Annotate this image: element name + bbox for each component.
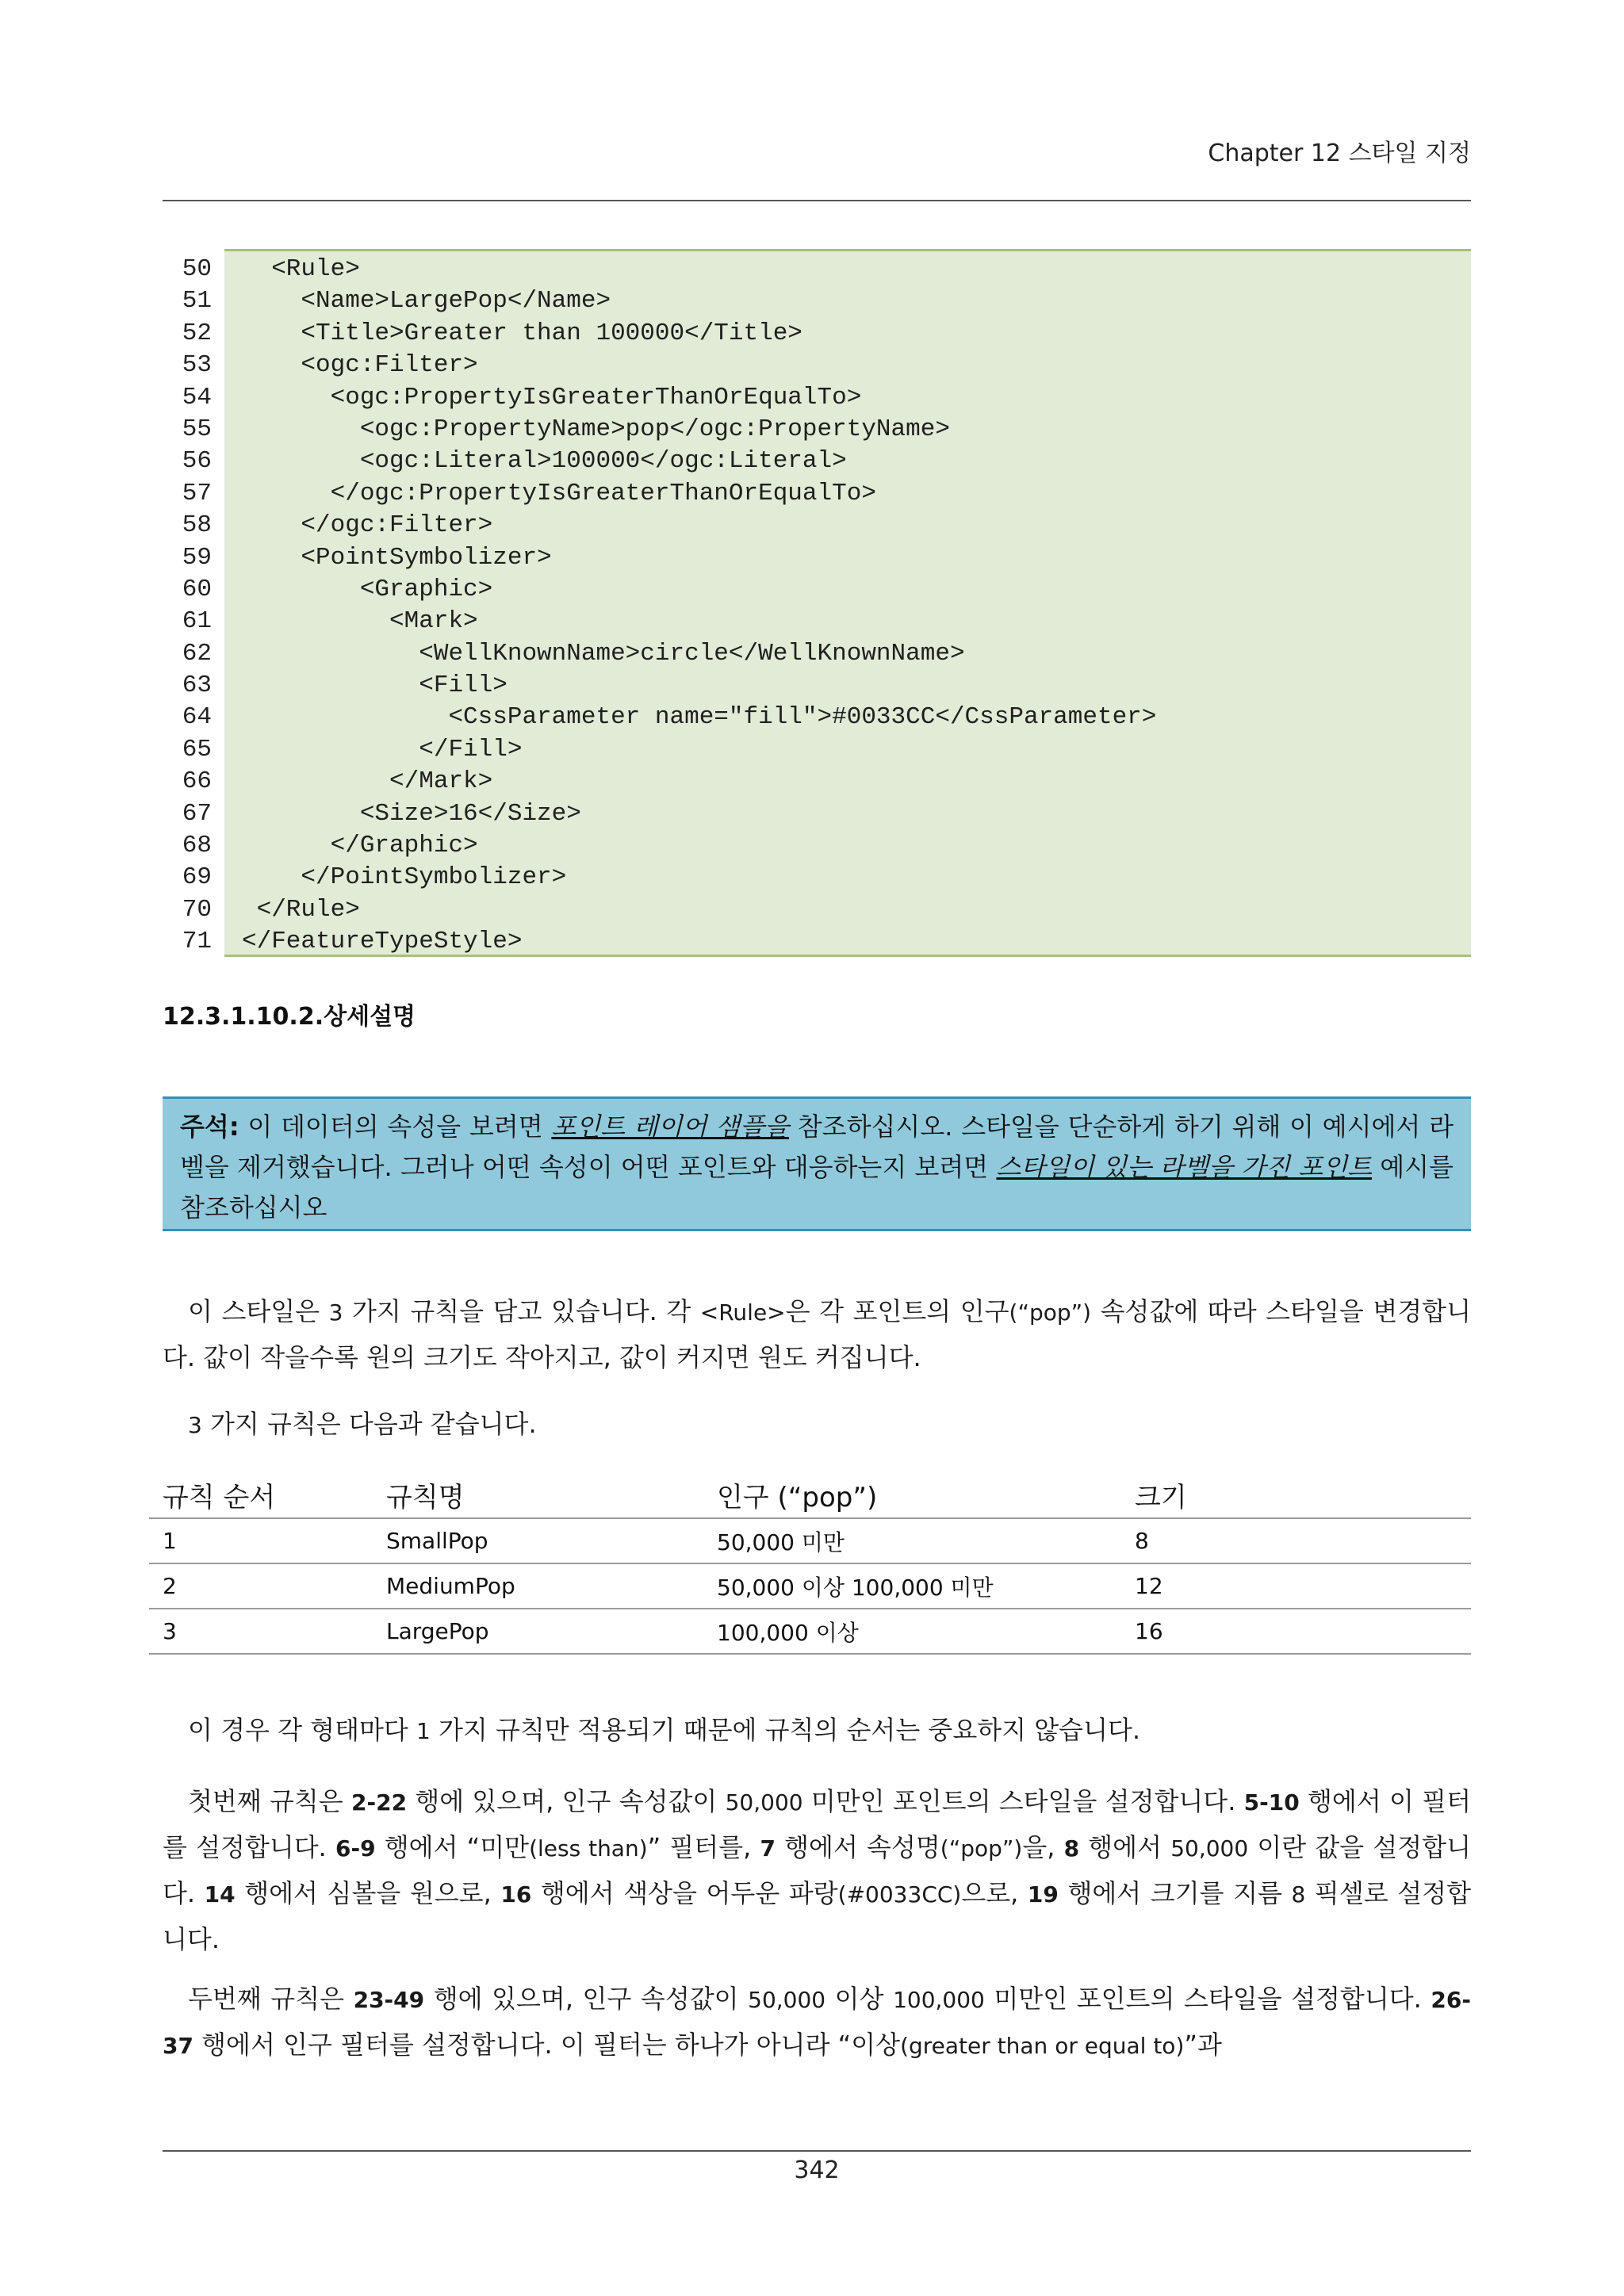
text-run: 50,000 bbox=[1170, 1835, 1249, 1862]
text-run: 행에서 색상을 어두운 파랑 bbox=[531, 1878, 838, 1908]
note-text: 이 데이터의 속성을 보려면 bbox=[239, 1112, 552, 1142]
line-number: 66 bbox=[182, 767, 212, 796]
line-number: 61 bbox=[182, 607, 212, 636]
code-text: <ogc:Filter> bbox=[242, 351, 478, 380]
line-number: 53 bbox=[182, 351, 212, 380]
bold-text: 2-22 bbox=[351, 1789, 408, 1816]
table-row bbox=[149, 1563, 1471, 1609]
text-run: 100,000 bbox=[893, 1987, 985, 2013]
code-text: <ogc:PropertyIsGreaterThanOrEqualTo> bbox=[242, 383, 862, 411]
header-divider bbox=[163, 200, 1471, 201]
code-text: <Size>16</Size> bbox=[242, 799, 581, 828]
code-line bbox=[163, 382, 1471, 414]
table-cell: 1 bbox=[149, 1518, 373, 1563]
code-text: </ogc:Filter> bbox=[242, 511, 493, 540]
code-line bbox=[163, 478, 1471, 510]
bold-text: 26-37 bbox=[163, 1987, 1471, 2059]
table-cell: 2 bbox=[149, 1563, 373, 1609]
code-line bbox=[163, 318, 1471, 350]
line-number: 56 bbox=[182, 447, 212, 476]
line-number: 51 bbox=[182, 287, 212, 316]
section-heading bbox=[163, 997, 416, 1031]
line-number: 69 bbox=[182, 863, 212, 892]
code-line bbox=[163, 606, 1471, 637]
text-run: 8 bbox=[1291, 1881, 1306, 1908]
code-text: </ogc:PropertyIsGreaterThanOrEqualTo> bbox=[242, 479, 876, 507]
text-run: 으로, bbox=[961, 1878, 1028, 1908]
code-line bbox=[163, 446, 1471, 477]
line-number: 63 bbox=[182, 672, 212, 700]
table-cell: 50,000 미만 bbox=[703, 1518, 1121, 1563]
line-number: 65 bbox=[182, 735, 212, 763]
code-line bbox=[163, 350, 1471, 381]
code-line bbox=[163, 414, 1471, 446]
table-row bbox=[149, 1518, 1471, 1563]
table-cell: 3 bbox=[149, 1609, 373, 1654]
text-run: 50,000 bbox=[748, 1987, 826, 2013]
table-cell: SmallPop bbox=[373, 1518, 703, 1563]
bold-text: 19 bbox=[1027, 1881, 1059, 1908]
text-run: 은 각 포인트의 인구 bbox=[785, 1296, 1009, 1326]
table-cell: 12 bbox=[1121, 1563, 1471, 1609]
table-header-row bbox=[149, 1471, 1471, 1518]
text-run: 픽셀로 설정합니다. bbox=[163, 1878, 1471, 1954]
text-run: (“pop”) bbox=[1009, 1299, 1092, 1326]
line-number: 59 bbox=[182, 543, 212, 572]
text-run: 가지 규칙은 다음과 같습니다. bbox=[201, 1409, 537, 1439]
line-number: 71 bbox=[182, 928, 212, 956]
text-run: <Rule> bbox=[699, 1299, 786, 1326]
text-run: 행에서 “미만 bbox=[375, 1832, 530, 1862]
code-line bbox=[163, 574, 1471, 606]
point-layer-sample-link[interactable]: 포인트 레이어 샘플을 bbox=[551, 1112, 790, 1142]
code-text: </PointSymbolizer> bbox=[242, 863, 567, 892]
column-header: 인구 (“pop”) bbox=[703, 1471, 1121, 1518]
line-number: 68 bbox=[182, 832, 212, 860]
code-text: <ogc:Literal>100000</ogc:Literal> bbox=[242, 447, 847, 476]
line-number: 70 bbox=[182, 895, 212, 924]
code-line bbox=[163, 894, 1471, 926]
code-text: <PointSymbolizer> bbox=[242, 543, 552, 572]
code-text: <Name>LargePop</Name> bbox=[242, 287, 611, 316]
note-text: 예시를 참조하십시오 bbox=[180, 1152, 1454, 1223]
text-run: 행에서 bbox=[1079, 1832, 1171, 1862]
paragraph-rules-list-intro bbox=[163, 1402, 1471, 1448]
text-run: ” 필터를, bbox=[647, 1832, 760, 1862]
labeled-points-link[interactable]: 스타일이 있는 라벨을 가진 포인트 bbox=[996, 1152, 1373, 1182]
code-text: <Graphic> bbox=[242, 575, 493, 603]
code-text: </Rule> bbox=[242, 895, 360, 924]
code-text: <CssParameter name="fill">#0033CC</CssParameter> bbox=[242, 703, 1157, 732]
rules-table bbox=[149, 1471, 1471, 1655]
text-run: 행에서 심볼을 원으로, bbox=[235, 1878, 501, 1908]
note-box bbox=[163, 1096, 1471, 1231]
text-run: 첫번째 규칙은 bbox=[188, 1786, 351, 1816]
table-cell: 100,000 이상 bbox=[703, 1609, 1121, 1654]
paragraph-rules-intro bbox=[163, 1289, 1471, 1380]
column-header: 규칙 순서 bbox=[149, 1471, 373, 1518]
text-run: 이 경우 각 형태마다 bbox=[188, 1715, 416, 1745]
code-text: </Graphic> bbox=[242, 832, 478, 860]
code-line bbox=[163, 926, 1471, 958]
table-cell: 8 bbox=[1121, 1518, 1471, 1563]
line-number: 55 bbox=[182, 415, 212, 443]
code-line bbox=[163, 862, 1471, 894]
code-text: <Rule> bbox=[242, 255, 360, 283]
line-number: 57 bbox=[182, 479, 212, 507]
code-text: </Fill> bbox=[242, 735, 523, 763]
code-text: <Mark> bbox=[242, 607, 478, 636]
column-header: 크기 bbox=[1121, 1471, 1471, 1518]
line-number: 52 bbox=[182, 319, 212, 347]
code-text: <Fill> bbox=[242, 672, 508, 700]
bold-text: 23-49 bbox=[353, 1987, 425, 2013]
code-block bbox=[163, 254, 1471, 959]
text-run: (less than) bbox=[529, 1835, 648, 1862]
table-cell: 50,000 이상 100,000 미만 bbox=[703, 1563, 1121, 1609]
text-run: 3 bbox=[188, 1412, 202, 1438]
line-number: 58 bbox=[182, 511, 212, 540]
bold-text: 7 bbox=[760, 1835, 776, 1862]
text-run: 가지 규칙만 적용되기 때문에 규칙의 순서는 중요하지 않습니다. bbox=[430, 1715, 1141, 1745]
code-text: <Title>Greater than 100000</Title> bbox=[242, 319, 802, 347]
table-row bbox=[149, 1609, 1471, 1654]
paragraph-second-rule bbox=[163, 1976, 1471, 2068]
text-run: 두번째 규칙은 bbox=[188, 1984, 354, 2014]
line-number: 54 bbox=[182, 383, 212, 411]
line-number: 50 bbox=[182, 255, 212, 283]
code-line bbox=[163, 830, 1471, 862]
running-header: Chapter 12 스타일 지정 bbox=[1208, 140, 1471, 167]
code-line bbox=[163, 638, 1471, 670]
code-text: </FeatureTypeStyle> bbox=[242, 928, 523, 956]
code-line bbox=[163, 702, 1471, 733]
paragraph-first-rule bbox=[163, 1779, 1471, 1961]
table-cell: MediumPop bbox=[373, 1563, 703, 1609]
text-run: ”과 bbox=[1184, 2030, 1222, 2060]
text-run: 행에서 속성명 bbox=[775, 1832, 940, 1862]
text-run: 가지 규칙을 담고 있습니다. 각 bbox=[343, 1296, 700, 1326]
code-text: </Mark> bbox=[242, 767, 493, 796]
text-run: 행에서 크기를 지름 bbox=[1058, 1878, 1292, 1908]
text-run: 이란 값을 설정합니다. bbox=[163, 1832, 1471, 1908]
bold-text: 16 bbox=[500, 1881, 532, 1908]
text-run: 이상 bbox=[825, 1984, 894, 2014]
text-run: 행에 있으며, 인구 속성값이 bbox=[407, 1786, 726, 1816]
code-line bbox=[163, 766, 1471, 798]
code-text: <ogc:PropertyName>pop</ogc:PropertyName> bbox=[242, 415, 950, 443]
text-run: 속성값에 따라 스타일을 변경합니다. 값이 작을수록 원의 크기도 작아지고, 값이 커지면 원도 커집니다. bbox=[163, 1296, 1471, 1372]
section-number: 12.3.1.10.2. bbox=[163, 1003, 324, 1031]
footer-divider bbox=[163, 2150, 1471, 2152]
text-run: (greater than or equal to) bbox=[900, 2033, 1185, 2059]
code-line bbox=[163, 254, 1471, 285]
text-run: 행에서 이 필터를 설정합니다. bbox=[163, 1786, 1471, 1862]
bold-text: 14 bbox=[204, 1881, 236, 1908]
line-number: 67 bbox=[182, 799, 212, 828]
text-run: 미만인 포인트의 스타일을 설정합니다. bbox=[984, 1984, 1431, 2014]
table-cell: LargePop bbox=[373, 1609, 703, 1654]
text-run: 행에 있으며, 인구 속성값이 bbox=[424, 1984, 749, 2014]
text-run: 1 bbox=[416, 1718, 431, 1744]
note-text: 참조하십시오. 스타일을 단순하게 하기 위해 이 예시에서 라벨을 제거했습니다. 그러나 어떤 속성이 어떤 포인트와 대응하는지 보려면 bbox=[180, 1112, 1454, 1182]
line-number: 64 bbox=[182, 703, 212, 732]
text-run: (#0033CC) bbox=[837, 1881, 962, 1908]
text-run: (“pop”) bbox=[940, 1835, 1023, 1862]
table-cell: 16 bbox=[1121, 1609, 1471, 1654]
page-number: 342 bbox=[794, 2156, 840, 2184]
column-header: 규칙명 bbox=[373, 1471, 703, 1518]
code-line bbox=[163, 798, 1471, 830]
code-line bbox=[163, 510, 1471, 541]
text-run: 행에서 인구 필터를 설정합니다. 이 필터는 하나가 아니라 “이상 bbox=[193, 2030, 901, 2060]
line-number: 62 bbox=[182, 639, 212, 668]
bold-text: 5-10 bbox=[1243, 1789, 1300, 1816]
text-run: 미만인 포인트의 스타일을 설정합니다. bbox=[802, 1786, 1244, 1816]
section-title: 상세설명 bbox=[324, 1003, 416, 1031]
code-text: <WellKnownName>circle</WellKnownName> bbox=[242, 639, 965, 668]
bold-text: 8 bbox=[1063, 1835, 1080, 1862]
code-line bbox=[163, 542, 1471, 574]
text-run: 3 bbox=[328, 1299, 343, 1326]
text-run: 이 스타일은 bbox=[188, 1296, 329, 1326]
code-line bbox=[163, 670, 1471, 702]
line-number: 60 bbox=[182, 575, 212, 603]
text-run: 을, bbox=[1022, 1832, 1064, 1862]
note-label: 주석: bbox=[180, 1112, 239, 1142]
code-line bbox=[163, 734, 1471, 766]
code-line bbox=[163, 285, 1471, 317]
text-run: 50,000 bbox=[725, 1789, 803, 1816]
paragraph-rule-order bbox=[163, 1708, 1471, 1754]
bold-text: 6-9 bbox=[335, 1835, 376, 1862]
